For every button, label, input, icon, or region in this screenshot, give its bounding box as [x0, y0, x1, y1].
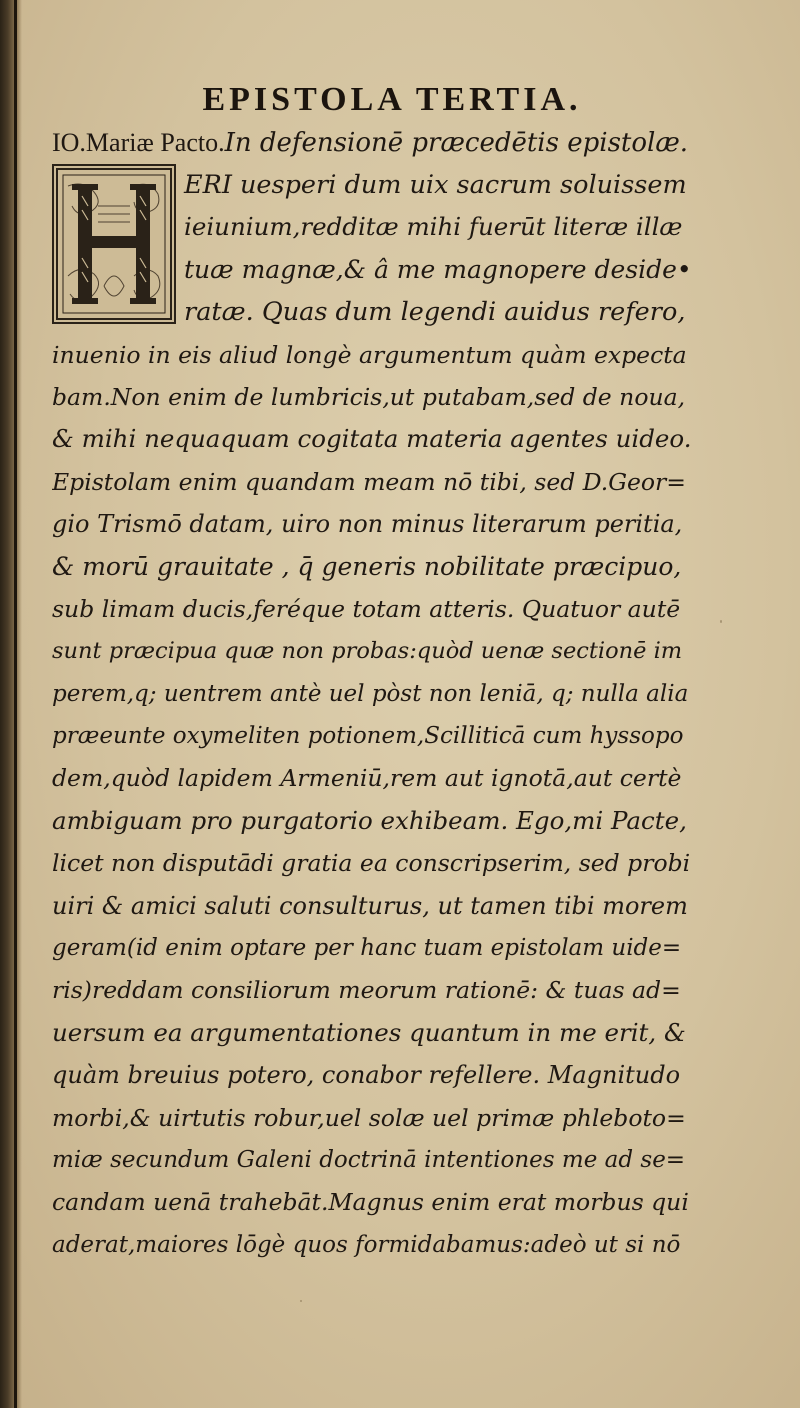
text-line: præeunte oxymeliten potionem,Scilliticā cum hyssopo	[52, 723, 684, 750]
text-line: sub limam ducis,feréque totam atteris. Quatuor autē	[52, 594, 681, 623]
binding-edge	[14, 0, 17, 1408]
text-line: morbi,& uirtutis robur,uel solæ uel primæ phleboto=	[52, 1103, 686, 1132]
paper-speck	[300, 1300, 302, 1302]
text-line: tuæ magnæ,& â me magnopere deside•	[184, 254, 692, 284]
text-line: uiri & amici saluti consulturus, ut tamen tibi morem	[52, 891, 688, 920]
decorated-initial-h-icon	[54, 166, 174, 322]
text-line: sunt præcipua quæ non probas:quòd uenæ sectionē im	[52, 638, 683, 665]
text-line: ambiguam pro purgatorio exhibeam. Ego,mi Pacte,	[52, 805, 687, 835]
body-lines	[52, 334, 692, 1267]
text-line: dem,quòd lapidem Armeniū,rem aut ignotā,aut certè	[52, 764, 682, 793]
text-line: inuenio in eis aliud longè argumentum quàm expecta	[52, 340, 687, 369]
addressee-line	[52, 122, 692, 164]
text-line: ratæ. Quas dum legendi auidus refero,	[184, 297, 686, 328]
paper-speck	[720, 620, 722, 623]
text-line: licet non disputādi gratia ea conscripserim, sed probi	[52, 849, 691, 878]
text-line: & morū grauitate , q̄ generis nobilitate præcipuo,	[52, 551, 682, 581]
text-line: miæ secundum Galeni doctrinā intentiones me ad se=	[52, 1146, 686, 1173]
book-gutter	[0, 0, 22, 1408]
decorated-initial	[52, 164, 176, 324]
text-line: Epistolam enim quandam meam nō tibi, sed D.Geor=	[52, 467, 686, 496]
running-head: EPISTOLA TERTIA.	[202, 81, 582, 118]
text-line: quàm breuius potero, conabor refellere. Magnitudo	[52, 1061, 681, 1090]
text-line: perem,q; uentrem antè uel pòst non leniā, q; nulla alia	[52, 680, 689, 707]
text-line: candam uenā trahebāt.Magnus enim erat morbus qui	[52, 1188, 689, 1217]
text-line: bam.Non enim de lumbricis,ut putabam,sed de noua,	[52, 382, 686, 411]
text-line: aderat,maiores lōgè quos formidabamus:adeò ut si nō	[52, 1231, 681, 1258]
text-line: gio Trismō datam, uiro non minus literarum peritia,	[52, 510, 683, 539]
text-line: uersum ea argumentationes quantum in me erit, &	[52, 1017, 686, 1047]
text-line: & mihi nequaquam cogitata materia agentes uideo.	[52, 424, 692, 454]
text-line: ERI uesperi dum uix sacrum soluissem	[184, 170, 687, 200]
addressee-subject: In defensionē præcedētis epistolæ.	[224, 128, 689, 158]
text-line: ieiunium,redditæ mihi fuerūt literæ illæ	[184, 212, 683, 242]
text-line: ris)reddam consiliorum meorum rationē: & tuas ad=	[52, 976, 681, 1005]
text-line: geram(id enim optare per hanc tuam epistolam uide=	[52, 935, 682, 962]
addressee-name: IO.Mariæ Pacto.	[52, 128, 225, 157]
page-text	[52, 78, 692, 1266]
